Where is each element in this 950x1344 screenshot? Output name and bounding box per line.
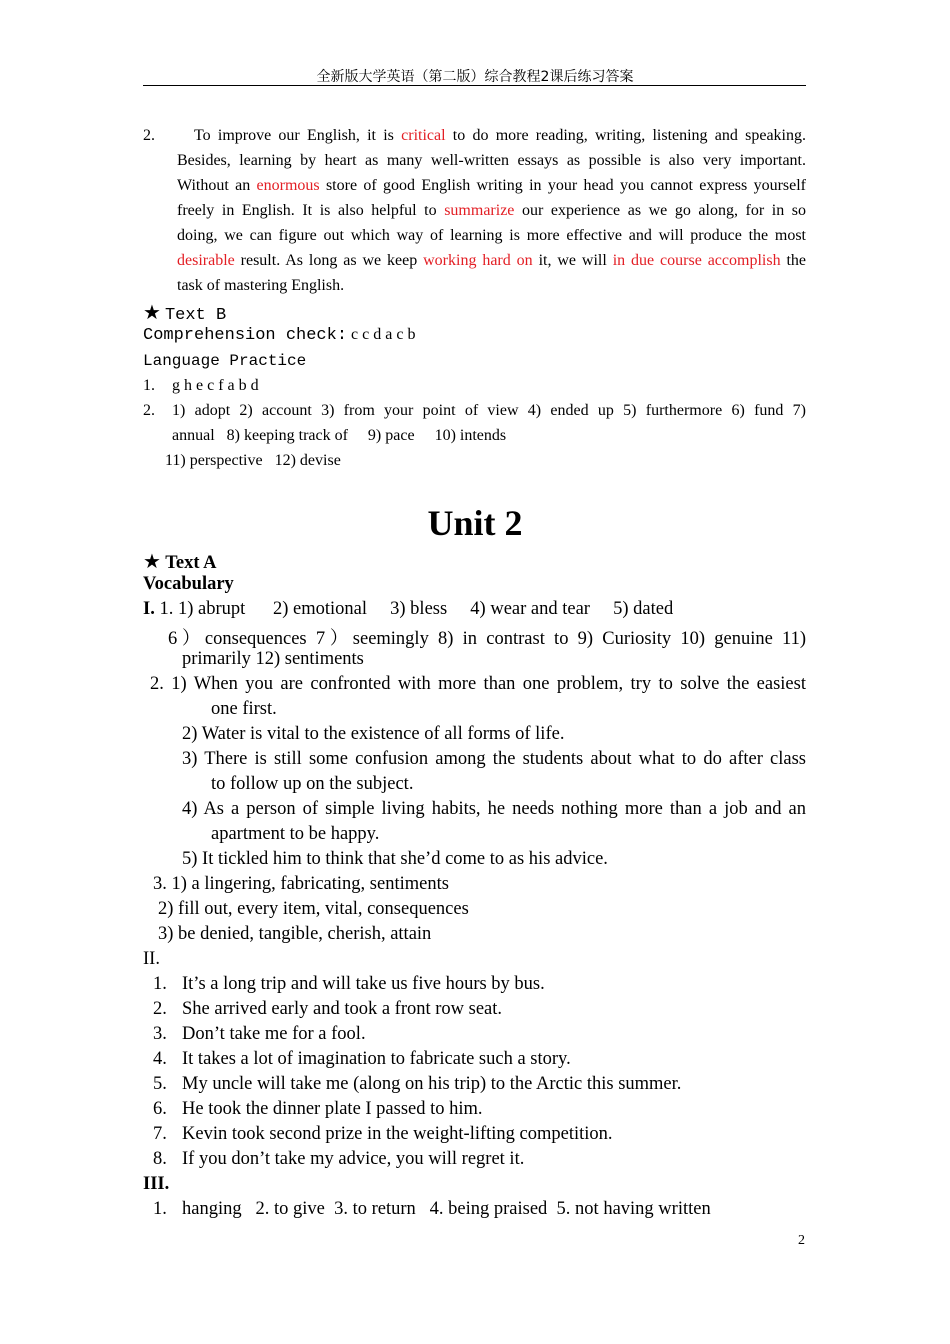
vocab-i-line-1: I. 1. 1) abrupt 2) emotional 3) bless 4) wear and tear 5) dated — [143, 599, 674, 619]
vocab-i3-3: 3) be denied, tangible, cherish, attain — [158, 924, 432, 944]
section-iii-label: III. — [143, 1174, 170, 1194]
text-b-heading: ★ Text B — [143, 300, 227, 325]
section-iii-answers: hanging 2. to give 3. to return 4. being praised 5. not having written — [182, 1199, 711, 1219]
intro-line-7: task of mastering English. — [177, 277, 345, 294]
list-item: If you don’t take my advice, you will regret it. — [182, 1149, 525, 1169]
keyword-critical: critical — [401, 127, 446, 144]
lp-q1-answers: g h e c f a b d — [172, 377, 259, 394]
keyword-summarize: summarize — [444, 202, 515, 219]
comprehension-answers: c c d a c b — [351, 326, 416, 343]
section-ii-label: II. — [143, 949, 160, 969]
list-item-number: 1. — [153, 974, 167, 994]
list-item: It’s a long trip and will take us five hours by bus. — [182, 974, 545, 994]
intro-line-3: Without an enormous store of good English writing in your head you cannot express yourself — [177, 177, 806, 194]
list-item: My uncle will take me (along on his trip) to the Arctic this summer. — [182, 1074, 682, 1094]
vocab-i2-4a: 4) As a person of simple living habits, he needs nothing more than a job and an — [182, 799, 806, 819]
lp-q2-line-3: 11) perspective 12) devise — [165, 452, 341, 469]
comprehension-check: Comprehension check: c c d a c b — [143, 326, 416, 345]
intro-number: 2. — [143, 127, 155, 144]
list-item: It takes a lot of imagination to fabricate such a story. — [182, 1049, 571, 1069]
list-item-number: 7. — [153, 1124, 167, 1144]
text-a-heading: ★ Text A — [143, 549, 217, 573]
list-item-number: 5. — [153, 1074, 167, 1094]
list-item: He took the dinner plate I passed to him. — [182, 1099, 483, 1119]
vocab-i2-4b: apartment to be happy. — [211, 824, 380, 844]
vocabulary-heading: Vocabulary — [143, 574, 234, 594]
section-iii-number: 1. — [153, 1199, 167, 1219]
lp-q2-line-2: annual 8) keeping track of 9) pace 10) intends — [172, 427, 507, 444]
list-item-number: 2. — [153, 999, 167, 1019]
page-number: 2 — [798, 1233, 805, 1248]
vocab-i3-2: 2) fill out, every item, vital, consequences — [158, 899, 469, 919]
intro-line-5: doing, we can figure out which way of learning is more effective and will produce the most — [177, 227, 806, 244]
vocab-i3-1: 3. 1) a lingering, fabricating, sentiments — [153, 874, 449, 894]
vocab-i2-2: 2) Water is vital to the existence of all forms of life. — [182, 724, 565, 744]
vocab-i2-1b: one first. — [211, 699, 277, 719]
keyword-desirable: desirable — [177, 252, 235, 269]
list-item-number: 6. — [153, 1099, 167, 1119]
star-icon: ★ — [143, 300, 161, 324]
vocab-i2-1a: 2. 1) When you are confronted with more than one problem, try to solve the easiest — [150, 674, 806, 694]
unit-title: Unit 2 — [427, 503, 523, 543]
document-header: 全新版大学英语（第二版）综合教程2课后练习答案 — [316, 69, 634, 85]
language-practice-label: Language Practice — [143, 352, 307, 370]
keyword-in-due-course-accomplish: in due course accomplish — [612, 252, 781, 269]
vocab-i-line-3: primarily 12) sentiments — [182, 649, 364, 669]
vocab-i2-3a: 3) There is still some confusion among the students about what to do after class — [182, 749, 806, 769]
star-icon: ★ — [143, 549, 161, 573]
intro-line-2: Besides, learning by heart as many well-written essays as possible is also very important. — [177, 152, 806, 169]
vocab-i2-3b: to follow up on the subject. — [211, 774, 414, 794]
vocab-i2-5: 5) It tickled him to think that she’d come to as his advice. — [182, 849, 608, 869]
keyword-enormous: enormous — [256, 177, 320, 194]
vocab-i-line-2: 6）consequences 7）seemingly 8) in contrast to 9) Curiosity 10) genuine 11) — [168, 629, 806, 649]
intro-line-4: freely in English. It is also helpful to summarize our experience as we go along, for in so — [177, 202, 807, 219]
list-item: Don’t take me for a fool. — [182, 1024, 366, 1044]
lp-q1-number: 1. — [143, 377, 155, 394]
list-item-number: 8. — [153, 1149, 167, 1169]
keyword-working-hard-on: working hard on — [423, 252, 533, 269]
intro-line-1: To improve our English, it is critical to do more reading, writing, listening and speaking. — [194, 127, 806, 144]
lp-q2-line-1: 1) adopt 2) account 3) from your point of view 4) ended up 5) furthermore 6) fund 7) — [172, 402, 806, 419]
list-item-number: 4. — [153, 1049, 167, 1069]
header-rule — [143, 85, 806, 86]
intro-line-6: desirable result. As long as we keep working hard on it, we will in due course accomplish the — [177, 252, 807, 269]
lp-q2-number: 2. — [143, 402, 155, 419]
list-item-number: 3. — [153, 1024, 167, 1044]
list-item: She arrived early and took a front row seat. — [182, 999, 503, 1019]
list-item: Kevin took second prize in the weight-lifting competition. — [182, 1124, 613, 1144]
